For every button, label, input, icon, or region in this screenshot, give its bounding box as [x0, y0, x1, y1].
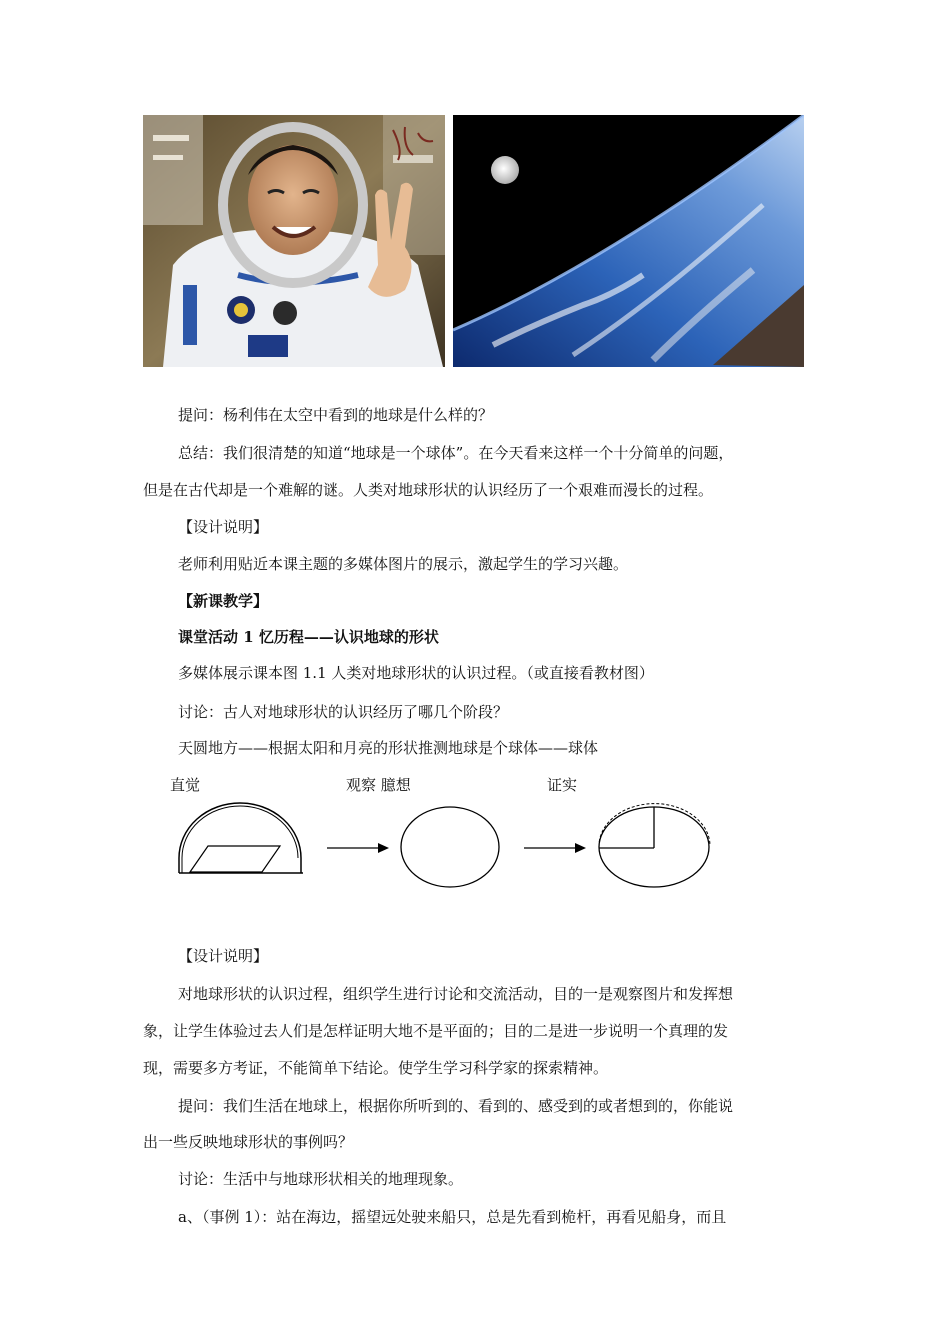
activity-heading: 课堂活动 1 忆历程——认识地球的形状 — [178, 628, 439, 646]
stages-line: 天圆地方——根据太阳和月亮的形状推测地球是个球体——球体 — [178, 739, 599, 757]
question-1: 提问：杨利伟在太空中看到的地球是什么样的？ — [178, 406, 494, 424]
design-note-heading: 【设计说明】 — [178, 518, 269, 536]
media-line: 多媒体展示课本图 1.1 人类对地球形状的认识过程。（或直接看教材图） — [178, 664, 654, 682]
summary-line-1: 总结：我们很清楚的知道“地球是一个球体”。在今天看来这样一个十分简单的问题， — [178, 444, 734, 462]
design-note-2-line-2: 象，让学生体验过去人们是怎样证明大地不是平面的；目的二是进一步说明一个真理的发 — [143, 1022, 729, 1040]
example-1: a、（事例 1）：站在海边，摇望远处驶来船只，总是先看到桅杆，再看见船身，而且 — [178, 1208, 727, 1226]
design-note-2-line-1: 对地球形状的认识过程，组织学生进行讨论和交流活动，目的一是观察图片和发挥想 — [178, 985, 734, 1003]
measured-sphere-icon — [599, 804, 710, 887]
stage-label-proof: 证实 — [547, 776, 578, 794]
stage-label-observation: 观察 臆想 — [346, 776, 411, 794]
earth-shape-diagram — [170, 800, 730, 900]
question-2-line-2: 出一些反映地球形状的事例吗？ — [143, 1133, 354, 1151]
arrow-icon — [524, 843, 586, 853]
flat-earth-dome-icon — [179, 803, 303, 873]
design-note-2-heading: 【设计说明】 — [178, 947, 269, 965]
new-lesson-heading: 【新课教学】 — [178, 592, 269, 610]
arrow-icon — [327, 843, 389, 853]
design-note-2-line-3: 现，需要多方考证，不能简单下结论。使学生学习科学家的探索精神。 — [143, 1059, 609, 1077]
astronaut-photo — [143, 115, 445, 367]
question-2-line-1: 提问：我们生活在地球上，根据你所听到的、看到的、感受到的或者想到的，你能说 — [178, 1097, 734, 1115]
stage-label-intuition: 直觉 — [170, 776, 201, 794]
sphere-icon — [401, 807, 499, 887]
summary-line-2: 但是在古代却是一个难解的谜。人类对地球形状的认识经历了一个艰难而漫长的过程。 — [143, 481, 714, 499]
discussion-1: 讨论：古人对地球形状的认识经历了哪几个阶段？ — [178, 703, 509, 721]
discussion-2: 讨论：生活中与地球形状相关的地理现象。 — [178, 1170, 464, 1188]
design-note-text: 老师利用贴近本课主题的多媒体图片的展示，激起学生的学习兴趣。 — [178, 555, 629, 573]
earth-from-space-photo — [453, 115, 804, 367]
